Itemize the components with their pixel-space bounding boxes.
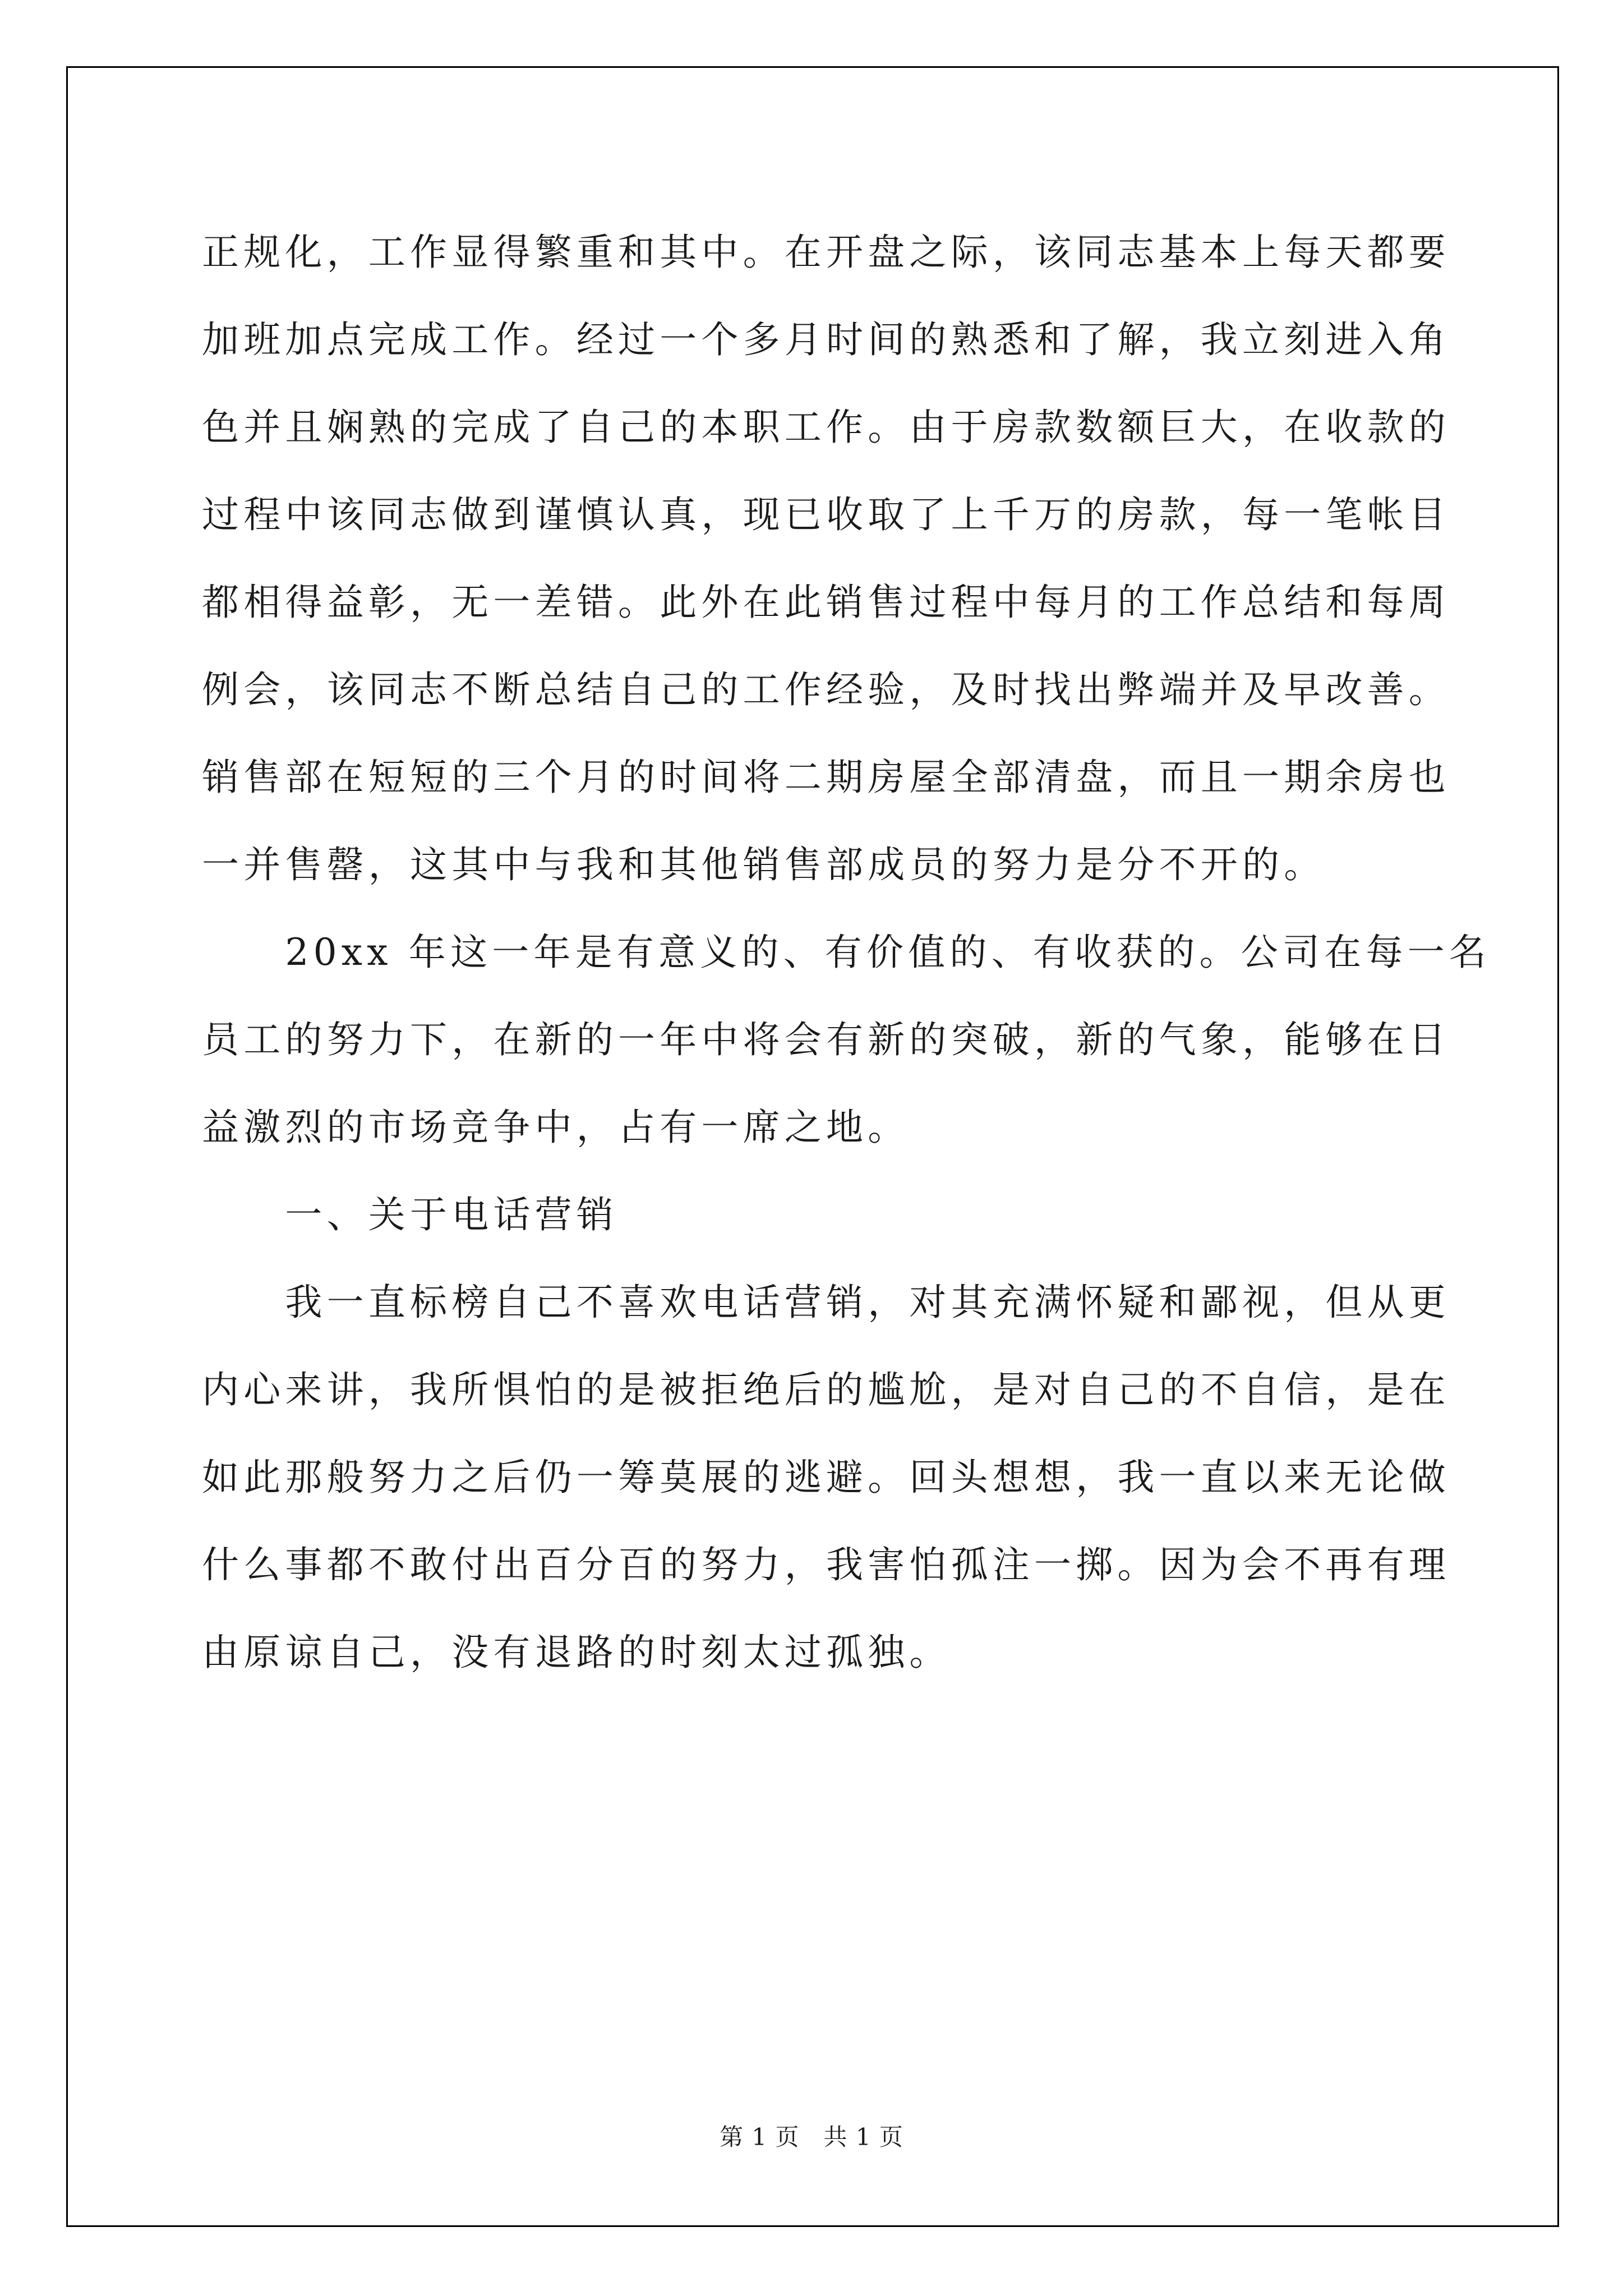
text-line: 都相得益彰，无一差错。此外在此销售过程中每月的工作总结和每周 bbox=[202, 581, 1450, 624]
text-line: 过程中该同志做到谨慎认真，现已收取了上千万的房款，每一笔帐目 bbox=[202, 493, 1450, 536]
text-line: 一并售罄，这其中与我和其他销售部成员的努力是分不开的。 bbox=[202, 843, 1326, 886]
section-heading: 一、关于电话营销 bbox=[202, 1193, 618, 1236]
text-line: 正规化，工作显得繁重和其中。在开盘之际，该同志基本上每天都要 bbox=[202, 231, 1450, 274]
text-line: 内心来讲，我所惧怕的是被拒绝后的尴尬，是对自己的不自信，是在 bbox=[202, 1368, 1450, 1411]
text-line: 我一直标榜自己不喜欢电话营销，对其充满怀疑和鄙视，但从更 bbox=[202, 1281, 1450, 1324]
text-line: 20xx 年这一年是有意义的、有价值的、有收获的。公司在每一名 bbox=[202, 931, 1491, 974]
document-body bbox=[202, 209, 1491, 1696]
text-line: 如此那般努力之后仍一筹莫展的逃避。回头想想，我一直以来无论做 bbox=[202, 1456, 1450, 1499]
text-line: 加班加点完成工作。经过一个多月时间的熟悉和了解，我立刻进入角 bbox=[202, 318, 1450, 361]
text-line: 色并且娴熟的完成了自己的本职工作。由于房款数额巨大，在收款的 bbox=[202, 406, 1450, 449]
text-line: 销售部在短短的三个月的时间将二期房屋全部清盘，而且一期余房也 bbox=[202, 756, 1450, 799]
text-line: 由原谅自己，没有退路的时刻太过孤独。 bbox=[202, 1631, 951, 1674]
page-number: 第 1 页 共 1 页 bbox=[720, 2123, 903, 2151]
text-line: 员工的努力下，在新的一年中将会有新的突破，新的气象，能够在日 bbox=[202, 1018, 1450, 1061]
text-line: 益激烈的市场竞争中，占有一席之地。 bbox=[202, 1106, 910, 1149]
text-line: 例会，该同志不断总结自己的工作经验，及时找出弊端并及早改善。 bbox=[202, 668, 1450, 711]
text-line: 什么事都不敢付出百分百的努力，我害怕孤注一掷。因为会不再有理 bbox=[202, 1543, 1450, 1586]
